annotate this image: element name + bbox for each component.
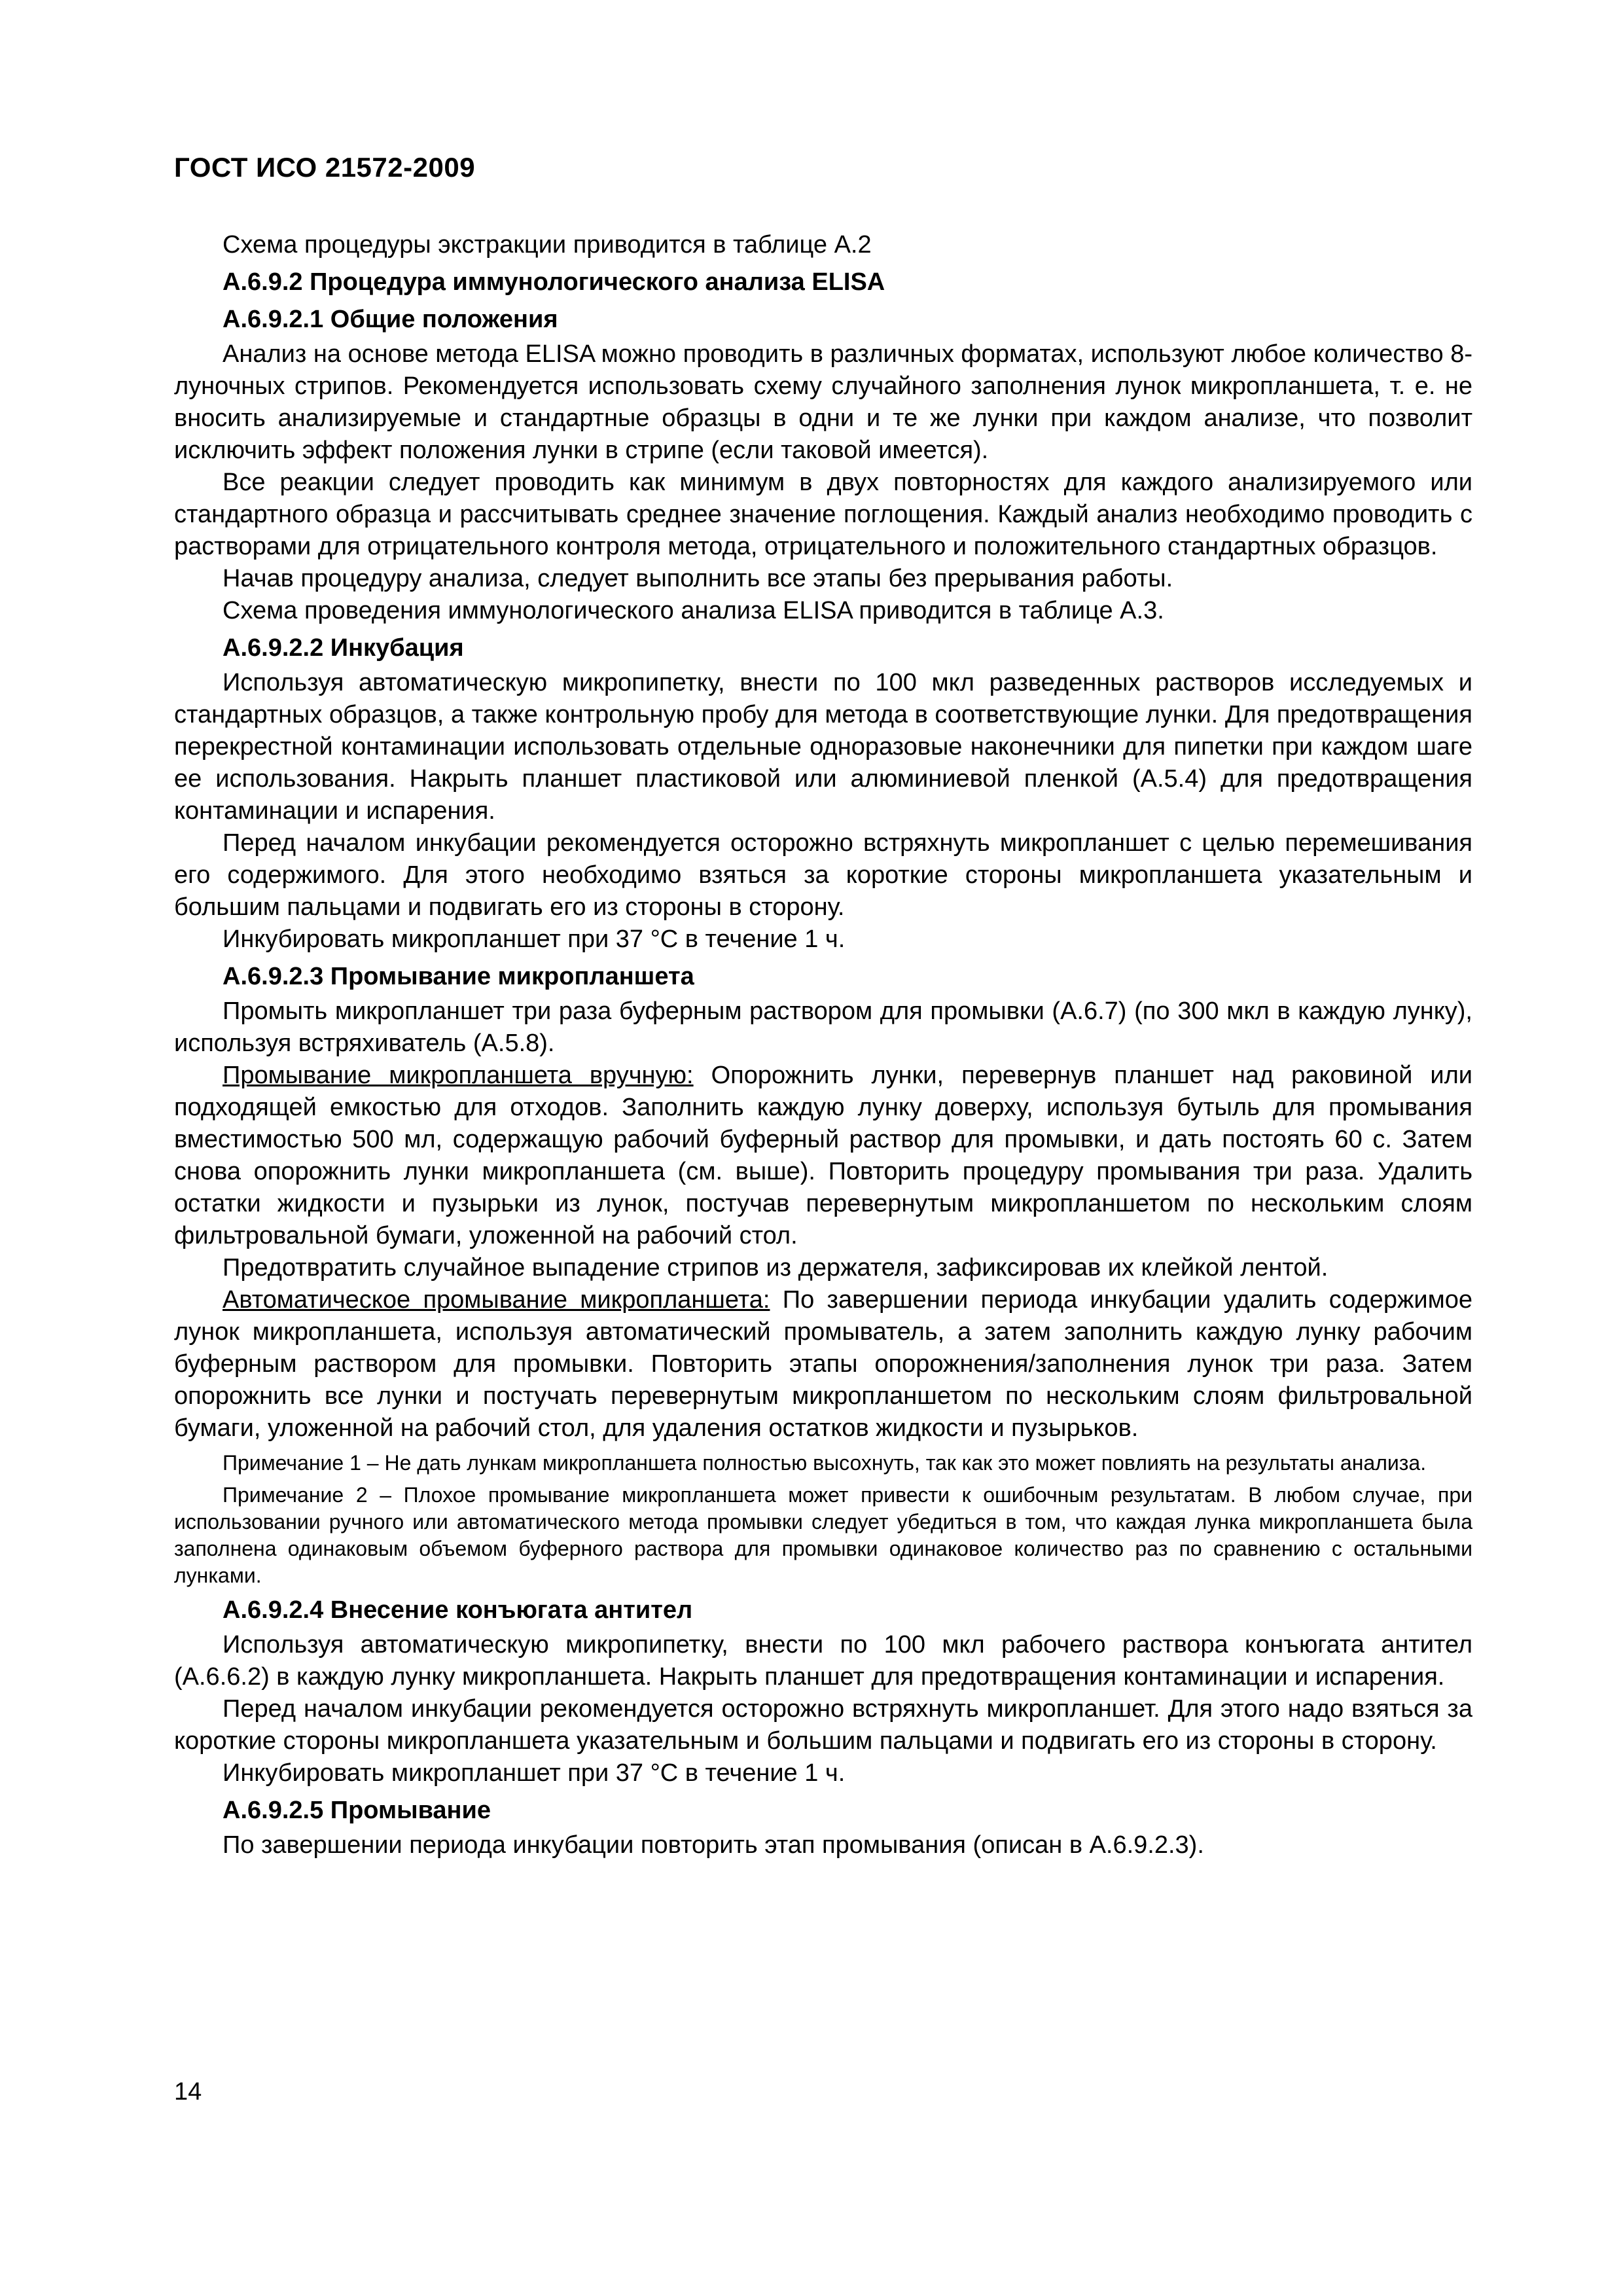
section-heading-washing: А.6.9.2.3 Промывание микропланшета	[223, 963, 694, 990]
auto-washing-text: По завершении периода инкубации удалить содержимое лунок микропланшета, используя автоматический промыватель, а затем заполнить каждую лунку рабочим буферным раствором для промывки. Повторить этапы опорожнения/заполнения лунок три раза. Затем опорожнить все лунки и постучать перевернутым микропланшетом по нескольким слоям фильтровальной бумаги, уложенной на рабочий стол, для удаления остатков жидкости и пузырьков.	[174, 1286, 1472, 1442]
note-2: Примечание 2 – Плохое промывание микропланшета может привести к ошибочным результатам. В любом случае, при использовании ручного или автоматического метода промывки следует убедиться в том, что каждая лунка микропланшета была заполнена одинаковым объемом буферного раствора для промывки одинаковое количество раз по сравнению с остальными лунками.	[174, 1483, 1472, 1587]
section-heading-incubation: А.6.9.2.2 Инкубация	[223, 634, 464, 662]
manual-washing-text: Опорожнить лунки, перевернув планшет над раковиной или подходящей емкостью для отходов. Заполнить каждую лунку доверху, используя бутыль для промывания вместимостью 500 мл, содержащую рабочий буферный раствор для промывки, и дать постоять 60 с. Затем снова опорожнить лунки микропланшета (см. выше). Повторить процедуру промывания три раза. Удалить остатки жидкости и пузырьки из лунок, постучав перевернутым микропланшетом по нескольким слоям фильтровальной бумаги, уложенной на рабочий стол.	[174, 1062, 1472, 1249]
paragraph-washing-manual	[174, 1060, 1472, 1252]
auto-washing-label: Автоматическое промывание микропланшета:	[223, 1286, 770, 1314]
paragraph-washing-3: Предотвратить случайное выпадение стрипов из держателя, зафиксировав их клейкой лентой.	[223, 1254, 1329, 1282]
section-heading-general: А.6.9.2.1 Общие положения	[223, 306, 558, 333]
section-heading-conjugate: А.6.9.2.4 Внесение конъюгата антител	[223, 1596, 693, 1624]
paragraph-conjugate-2: Перед началом инкубации рекомендуется осторожно встряхнуть микропланшет. Для этого надо взяться за короткие стороны микропланшета указательным и большим пальцами и подвигать его из стороны в сторону.	[174, 1695, 1472, 1755]
paragraph-intro: Схема процедуры экстракции приводится в таблице А.2	[223, 231, 872, 259]
section-heading-wash2: А.6.9.2.5 Промывание	[223, 1797, 491, 1824]
paragraph-incubation-3: Инкубировать микропланшет при 37 °С в течение 1 ч.	[223, 925, 846, 953]
paragraph-wash2: По завершении периода инкубации повторить этап промывания (описан в А.6.9.2.3).	[223, 1831, 1204, 1859]
paragraph-general-3: Начав процедуру анализа, следует выполнить все этапы без прерывания работы.	[223, 565, 1173, 592]
paragraph-general-2: Все реакции следует проводить как минимум в двух повторностях для каждого анализируемого или стандартного образца и рассчитывать среднее значение поглощения. Каждый анализ необходимо проводить с растворами для отрицательного контроля метода, отрицательного и положительного стандартных образцов.	[174, 469, 1472, 560]
document-body	[174, 229, 1472, 1861]
document-header: ГОСТ ИСО 21572-2009	[174, 152, 476, 183]
page-number: 14	[174, 2078, 202, 2106]
manual-washing-label: Промывание микропланшета вручную:	[223, 1062, 694, 1089]
paragraph-conjugate-1: Используя автоматическую микропипетку, внести по 100 мкл рабочего раствора конъюгата антител (А.6.6.2) в каждую лунку микропланшета. Накрыть планшет для предотвращения контаминации и испарения.	[174, 1631, 1472, 1691]
paragraph-conjugate-3: Инкубировать микропланшет при 37 °С в течение 1 ч.	[223, 1759, 846, 1787]
paragraph-washing-1: Промыть микропланшет три раза буферным раствором для промывки (А.6.7) (по 300 мкл в каждую лунку), используя встряхиватель (А.5.8).	[174, 997, 1472, 1057]
paragraph-general-1: Анализ на основе метода ELISA можно проводить в различных форматах, используют любое количество 8-луночных стрипов. Рекомендуется использовать схему случайного заполнения лунок микропланшета, т. е. не вносить анализируемые и стандартные образцы в одни и те же лунки при каждом анализе, что позволит исключить эффект положения лунки в стрипе (если таковой имеется).	[174, 340, 1472, 464]
note-1: Примечание 1 – Не дать лункам микропланшета полностью высохнуть, так как это может повлиять на результаты анализа.	[223, 1451, 1427, 1475]
paragraph-incubation-1: Используя автоматическую микропипетку, внести по 100 мкл разведенных растворов исследуемых и стандартных образцов, а также контрольную пробу для метода в соответствующие лунки. Для предотвращения перекрестной контаминации использовать отдельные одноразовые наконечники для пипетки при каждом шаге ее использования. Накрыть планшет пластиковой или алюминиевой пленкой (А.5.4) для предотвращения контаминации и испарения.	[174, 669, 1472, 825]
paragraph-washing-auto	[174, 1284, 1472, 1444]
paragraph-general-4: Схема проведения иммунологического анализа ELISA приводится в таблице А.3.	[223, 597, 1164, 624]
section-heading-elisa: А.6.9.2 Процедура иммунологического анализа ELISA	[223, 268, 885, 296]
paragraph-incubation-2: Перед началом инкубации рекомендуется осторожно встряхнуть микропланшет с целью перемешивания его содержимого. Для этого необходимо взяться за короткие стороны микропланшета указательным и большим пальцами и подвигать его из стороны в сторону.	[174, 829, 1472, 921]
